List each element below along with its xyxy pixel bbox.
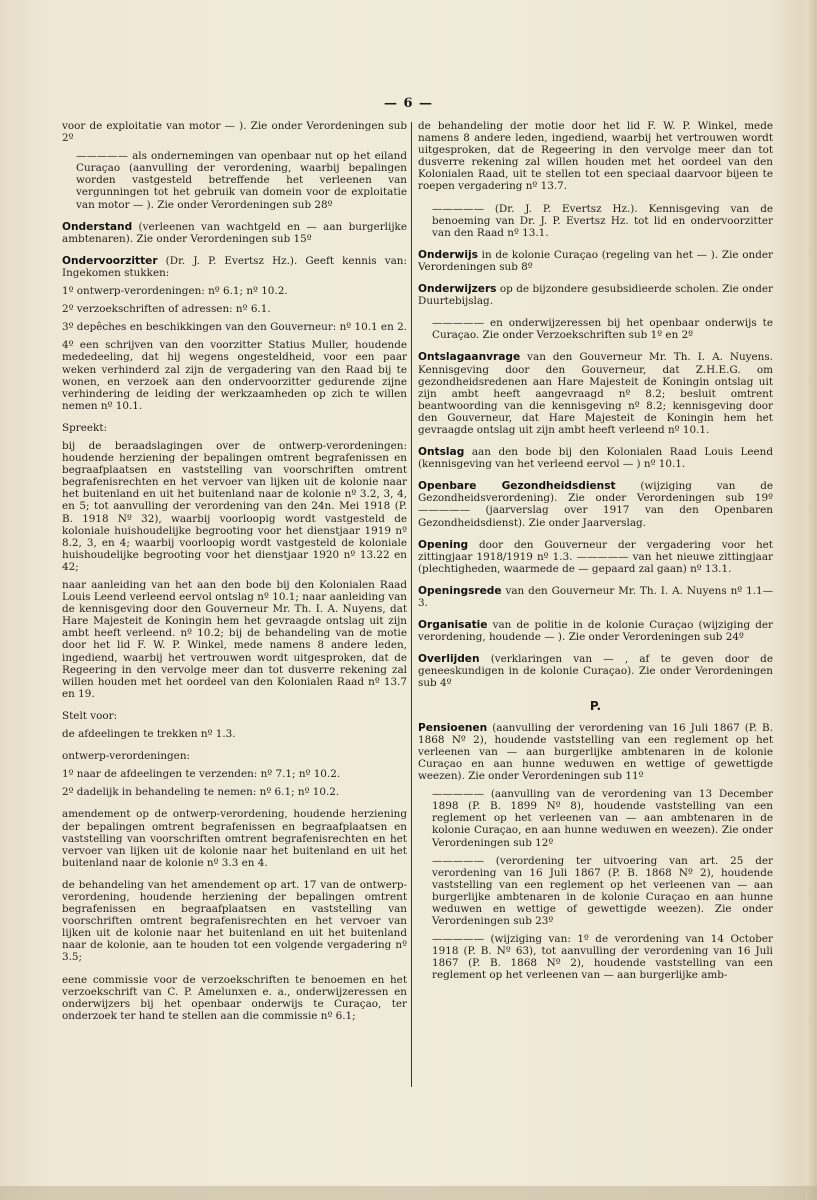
entry-text: (Dr. J. P. Evertsz Hz.). Geeft kennis van: Ingekomen stukken: — [62, 254, 407, 279]
index-entry — [418, 446, 773, 470]
entry-text: aan den bode bij den Kolonialen Raad Louis Leend (kennisgeving van het verleend eervol — ) nº 10.1. — [418, 446, 773, 471]
entry-heading: Organisatie — [418, 619, 488, 632]
index-entry — [62, 255, 407, 279]
index-entry — [418, 351, 773, 436]
entry-text: van de politie in de kolonie Curaçao (wijziging der verordening, houdende — ). Zie onder Verordeningen sub 24º — [418, 619, 773, 644]
paragraph: de afdeelingen te trekken nº 1.3. — [62, 728, 236, 741]
index-entry — [418, 283, 773, 307]
index-entry — [62, 221, 407, 245]
paragraph: ————— en onderwijzeressen bij het openbaar onderwijs te Curaçao. Zie onder Verzoekschriften sub 1º en 2º — [432, 317, 773, 342]
column-divider — [411, 122, 412, 1087]
right-column — [418, 120, 773, 988]
paragraph: Stelt voor: — [62, 709, 118, 722]
entry-text: van den Gouverneur Mr. Th. I. A. Nuyens. Kennisgeving door den Gouverneur, dat Z.H.E.G. om gezondheidsredenen aan Hare Majesteit de Koningin ontslag uit zijn ambt heeft aangevraagd nº 8.2; besluit omtrent beantwoording van die kennisgeving nº 8.2; kennisgeving door den Gouverneur, dat Hare Majesteit de Koningin hem het gevraagde ontslag uit zijn ambt heeft verleend nº 10.1. — [418, 351, 773, 436]
paragraph: 3º depêches en beschikkingen van den Gouverneur: nº 10.1 en 2. — [62, 321, 407, 334]
paragraph: ————— (Dr. J. P. Evertsz Hz.). Kennisgeving van de benoeming van Dr. J. P. Evertsz Hz. tot lid en ondervoorzitter van den Raad nº 13.1. — [432, 202, 773, 239]
entry-heading: Pensioenen — [418, 721, 488, 734]
entry-text: (wijziging van de Gezondheidsverordening). Zie onder Verordeningen sub 19º ————— (jaarverslag over 1917 van den Openbaren Gezondheidsdienst). Zie onder Jaarverslag. — [418, 480, 773, 529]
page-edge — [805, 0, 817, 1200]
entry-text: (verleenen van wachtgeld en — aan burgerlijke ambtenaren). Zie onder Verordeningen sub 15º — [62, 220, 407, 245]
entry-heading: Openingsrede — [418, 584, 502, 597]
paragraph: ontwerp-verordeningen: — [62, 750, 191, 763]
entry-text: in de kolonie Curaçao (regeling van het — ). Zie onder Verordeningen sub 8º — [418, 248, 773, 273]
index-entry — [418, 539, 773, 575]
paragraph: voor de exploitatie van motor — ). Zie onder Verordeningen sub 2º — [62, 120, 407, 145]
index-entry — [418, 585, 773, 609]
paragraph: de behandeling der motie door het lid F. W. P. Winkel, mede namens 8 andere leden, ingediend, waarbij het vertrouwen wordt uitgesproken, dat de Regeering in den vervolge meer dan tot dusverre rekening zal willen houden met het oordeel van den Kolonialen Raad, uit te stellen tot een speciaal daarvoor bijeen te roepen vergadering nº 13.7. — [418, 120, 773, 193]
entry-heading: Opening — [418, 538, 469, 551]
entry-heading: Onderwijs — [418, 248, 478, 261]
paragraph: 1º ontwerp-verordeningen: nº 6.1; nº 10.2. — [62, 285, 288, 298]
entry-heading: Ontslagaanvrage — [418, 351, 521, 364]
page-shadow — [0, 1186, 817, 1200]
paragraph: ————— (wijziging van: 1º de verordening van 14 October 1918 (P. B. Nº 63), tot aanvulling der verordening van 16 Juli 1867 (P. B. 1868 Nº 2), houdende vaststelling van een reglement op het verleenen van — aan burgerlijke amb- — [432, 933, 773, 982]
paragraph: eene commissie voor de verzoekschriften te benoemen en het verzoekschrift van C. P. Amelunxen e. a., onderwijzeressen en onderwijzers bij het openbaar onderwijs te Curaçao, ter onderzoek ter hand te stellen aan die commissie nº 6.1; — [62, 973, 407, 1022]
entry-text: op de bijzondere gesubsidieerde scholen. Zie onder Duurtebijslag. — [418, 283, 773, 308]
paragraph: 1º naar de afdeelingen te verzenden: nº 7.1; nº 10.2. — [62, 768, 341, 781]
entry-text: (verklaringen van — , af te geven door de geneeskundigen in de kolonie Curaçao). Zie onder Verordeningen sub 4º — [418, 653, 773, 690]
index-entry — [418, 249, 773, 273]
entry-text: (aanvulling der verordening van 16 Juli 1867 (P. B. 1868 Nº 2), houdende vaststelling van een reglement op het verleenen van — aan burgerlijke ambtenaren in de kolonie Curaçao en aan hunne weduwen en wettige of gewettigde weezen). Zie onder Verordeningen sub 11º — [418, 721, 773, 783]
paragraph: 4º een schrijven van den voorzitter Statius Muller, houdende mededeeling, dat hij wegens ongesteldheid, voor een paar weken verhinderd zal zijn de vergadering van den Raad bij te wonen, en verzoek aan den ondervoorzitter gedurende zijne verhindering de leiding der werkzaamheden op zich te willen nemen nº 10.1. — [62, 339, 407, 412]
entry-text: door den Gouverneur der vergadering voor het zittingjaar 1918/1919 nº 1.3. ————— van het nieuwe zittingjaar (plechtigheden, waarmede de — gepaard zal gaan) nº 13.1. — [418, 538, 773, 575]
paragraph: amendement op de ontwerp-verordening, houdende herziening der bepalingen omtrent begrafenissen en begraafplaatsen en vaststelling van voorschriften omtrent begrafenisrechten en het vervoer van lijken uit de kolonie naar het buitenland en uit het buitenland naar de kolonie nº 3.3 en 4. — [62, 808, 407, 869]
paragraph: ————— (verordening ter uitvoering van art. 25 der verordening van 16 Juli 1867 (P. B. 1868 Nº 2), houdende vaststelling van een reglement op het verleenen van — aan burgerlijke ambtenaren in de kolonie Curaçao en aan hunne weduwen en wettige of gewettigde weezen). Zie onder Verordeningen sub 23º — [432, 854, 773, 928]
index-entry — [418, 653, 773, 689]
paragraph: ————— als ondernemingen van openbaar nut op het eiland Curaçao (aanvulling der verordening, waarbij bepalingen worden vastgesteld betreffende het verleenen van vergunningen tot het gebruik van domein voor de exploitatie van motor — ). Zie onder Verordeningen sub 28º — [76, 150, 407, 211]
entry-heading: Openbare Gezondheidsdienst — [418, 480, 616, 493]
entry-heading: Onderwijzers — [418, 283, 497, 296]
paragraph: 2º verzoekschriften of adressen: nº 6.1. — [62, 303, 271, 316]
entry-heading: Onderstand — [62, 220, 133, 233]
index-entry — [418, 480, 773, 528]
entry-heading: Ontslag — [418, 446, 465, 459]
paragraph: 2º dadelijk in behandeling te nemen: nº 6.1; nº 10.2. — [62, 786, 340, 799]
entry-heading: Overlijden — [418, 653, 480, 666]
paragraph: Spreekt: — [62, 421, 108, 434]
index-entry — [418, 722, 773, 782]
page-number: — 6 — — [383, 96, 434, 111]
left-column — [62, 120, 407, 1032]
paragraph: bij de beraadslagingen over de ontwerp-verordeningen: houdende herziening der bepalingen omtrent begrafenissen en begraafplaatsen en vaststelling van voorschriften omtrent begrafenisrechten en het vervoer van lijken uit de kolonie naar het buitenland en uit het buitenland naar de kolonie nº 3.2, 3, 4, en 5; tot aanvulling der verordening van den 24n. Mei 1918 (P. B. 1918 Nº 32), waarbij voorloopig wordt vastgesteld de koloniale huishoudelijke begrooting voor het dienstjaar 1919 nº 8.2, 3, en 4; waarbij voorloopig wordt vastgesteld de koloniale huishoudelijke begrooting voor het dienstjaar 1920 nº 13.22 en 42; — [62, 439, 407, 573]
index-entry — [418, 619, 773, 643]
section-letter: P. — [589, 698, 602, 713]
paragraph: ————— (aanvulling van de verordening van 13 December 1898 (P. B. 1899 Nº 8), houdende vaststelling van een reglement op het verleenen van — aan ambtenaren in de kolonie Curaçao, en aan hunne weduwen en weezen). Zie onder Verordeningen sub 12º — [432, 788, 773, 849]
entry-heading: Ondervoorzitter — [62, 254, 158, 267]
paragraph: de behandeling van het amendement op art. 17 van de ontwerp-verordening, houdende herziening der bepalingen omtrent begrafenissen en begraafplaatsen en vaststelling van voorschriften omtrent begrafenisrechten en het vervoer van lijken uit de kolonie naar het buitenland en uit het buitenland naar de kolonie, aan te houden tot een volgende vergadering nº 3.5; — [62, 878, 407, 964]
paragraph: naar aanleiding van het aan den bode bij den Kolonialen Raad Louis Leend verleend eervol ontslag nº 10.1; naar aanleiding van de kennisgeving door den Gouverneur Mr. Th. I. A. Nuyens, dat Hare Majesteit de Koningin hem het gevraagde ontslag uit zijn ambt heeft verleend. nº 10.2; bij de behandeling van de motie door het lid F. W. P. Winkel, mede namens 8 andere leden, ingediend, waarbij het vertrouwen wordt uitgesproken, dat de Regeering in den vervolge meer dan tot dusverre rekening zal willen houden met het oordeel van den Kolonialen Raad nº 13.7 en 19. — [62, 579, 407, 700]
entry-text: van den Gouverneur Mr. Th. I. A. Nuyens nº 1.1—3. — [418, 584, 773, 609]
